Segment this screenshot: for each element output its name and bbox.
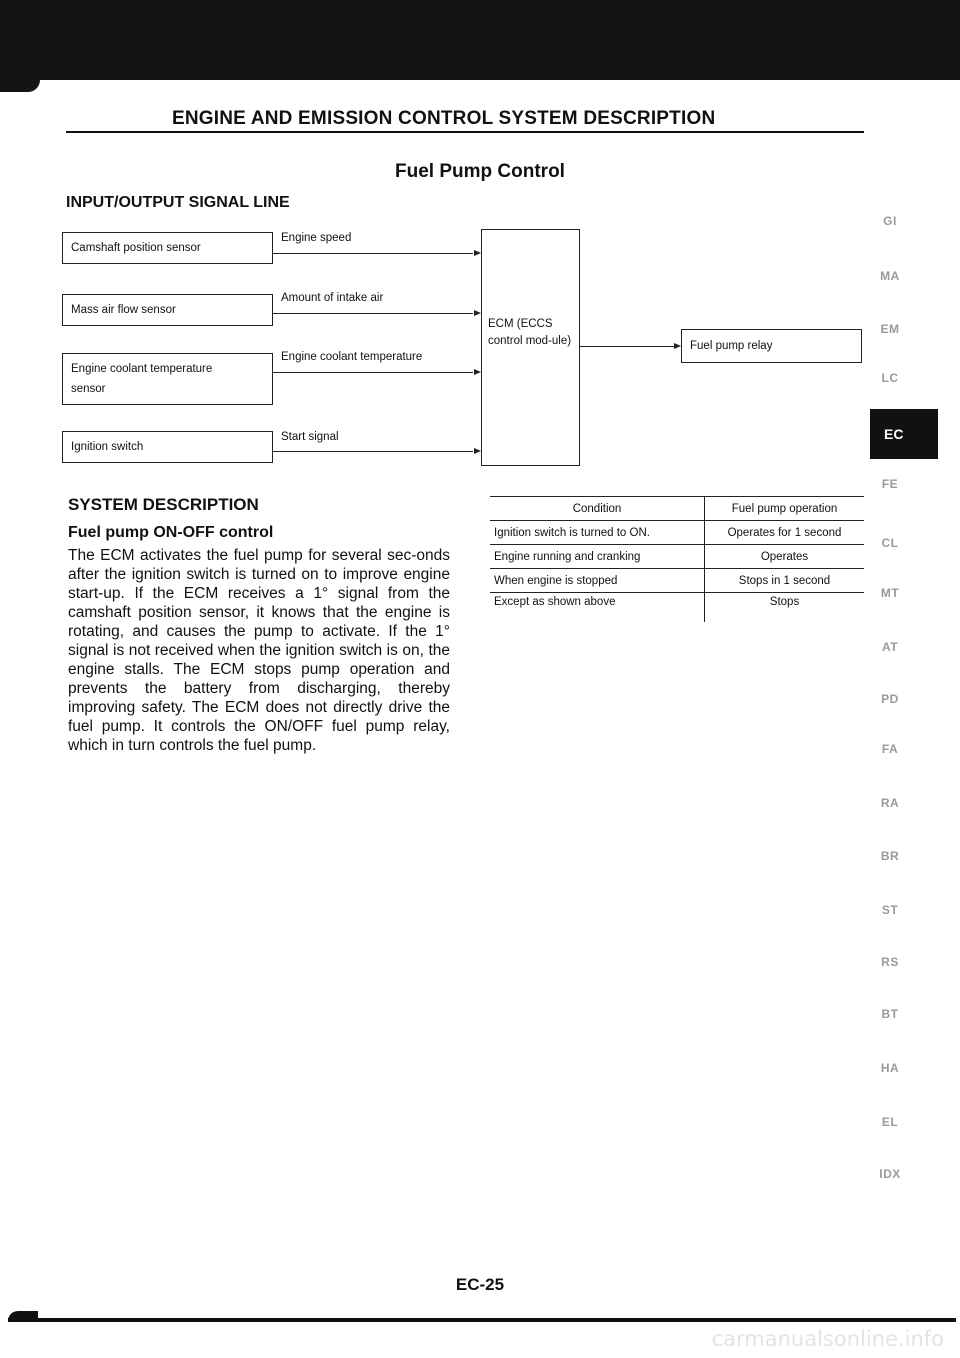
table-cell-operation: Stops in 1 second [738,574,831,587]
arrow-icon [474,369,481,375]
sensor-box-camshaft: Camshaft position sensor [62,232,273,264]
section-tab-el[interactable]: EL [881,1115,899,1129]
ecm-label: ECM (ECCS control mod-ule) [488,318,572,347]
page-header-title: ENGINE AND EMISSION CONTROL SYSTEM DESCRIPTION [172,108,716,129]
signal-line-output [580,346,674,347]
section-tab-bt[interactable]: BT [881,1007,899,1021]
section-tab-ra[interactable]: RA [880,796,900,810]
table-header-operation: Fuel pump operation [731,502,838,515]
section-tab-idx[interactable]: IDX [879,1167,901,1181]
table-row [490,569,864,593]
signal-line-start-signal [273,451,473,452]
bottom-rule [8,1318,956,1322]
table-cell-condition: When engine is stopped [490,569,705,593]
signal-line-coolant-temp [273,372,473,373]
section-tab-rs[interactable]: RS [881,955,899,969]
table-cell-condition: Except as shown above [490,593,705,623]
signal-label-coolant-temp: Engine coolant temperature [281,351,423,363]
section-tab-st[interactable]: ST [881,903,899,917]
section-tab-at[interactable]: AT [881,640,899,654]
sensor-box-ignition-switch: Ignition switch [62,431,273,463]
section-tab-fe[interactable]: FE [881,477,899,491]
signal-label-engine-speed: Engine speed [281,232,352,244]
signal-label-start-signal: Start signal [281,431,339,443]
signal-label-intake-air: Amount of intake air [281,292,384,304]
arrow-icon [474,250,481,256]
section-tab-pd[interactable]: PD [881,692,899,706]
table-cell-operation: Operates for 1 second [727,526,842,539]
arrow-icon [474,310,481,316]
table-header-condition: Condition [490,497,705,521]
section-tab-ha[interactable]: HA [880,1061,900,1075]
header-rule [66,131,864,133]
section-tab-fa[interactable]: FA [881,742,899,756]
fuel-pump-control-subheading: Fuel pump ON-OFF control [68,524,274,541]
table-header-row [490,497,864,521]
page-number: EC-25 [455,1275,505,1294]
table-cell-condition: Ignition switch is turned to ON. [490,521,705,545]
io-heading: INPUT/OUTPUT SIGNAL LINE [66,194,290,211]
section-tab-lc[interactable]: LC [881,371,899,385]
section-tab-mt[interactable]: MT [880,586,900,600]
section-tab-em[interactable]: EM [880,322,900,336]
section-tab-ma[interactable]: MA [880,269,900,283]
table-cell-operation: Stops [769,596,800,608]
system-description-heading: SYSTEM DESCRIPTION [68,495,259,514]
section-tab-gi[interactable]: GI [883,214,897,228]
section-tab-cl[interactable]: CL [881,536,899,550]
top-black-bar [0,0,960,80]
table-cell-condition: Engine running and cranking [490,545,705,569]
arrow-icon [674,343,681,349]
system-description-body: The ECM activates the fuel pump for several sec-onds after the ignition switch is turned on to improve engine start-up. If the ECM receives a 1° signal from the camshaft position sensor, it knows that the engine is rotating, and causes the pump to activate. If the 1° signal is not received when the ignition switch is on, the engine stalls. The ECM stops pump operation and prevents the battery from discharging, thereby improving safety. The ECM does not directly drive the fuel pump. It controls the ON/OFF fuel pump relay, which in turn controls the fuel pump. [68,547,450,754]
section-title: Fuel Pump Control [395,161,565,182]
signal-line-intake-air [273,313,473,314]
condition-table [490,496,864,622]
table-row [490,521,864,545]
signal-line-engine-speed [273,253,473,254]
sensor-box-coolant-temp: Engine coolant temperature sensor [62,353,273,405]
section-tab-br[interactable]: BR [880,849,900,863]
table-cell-operation: Operates [760,550,809,563]
output-box-fuel-pump-relay: Fuel pump relay [681,329,862,363]
watermark: carmanualsonline.info [711,1327,944,1351]
arrow-icon [474,448,481,454]
top-bar-tail [0,80,40,92]
table-row [490,545,864,569]
table-row [490,593,864,623]
sensor-box-mass-air-flow: Mass air flow sensor [62,294,273,326]
section-tab-ec-active[interactable]: EC [870,409,938,459]
